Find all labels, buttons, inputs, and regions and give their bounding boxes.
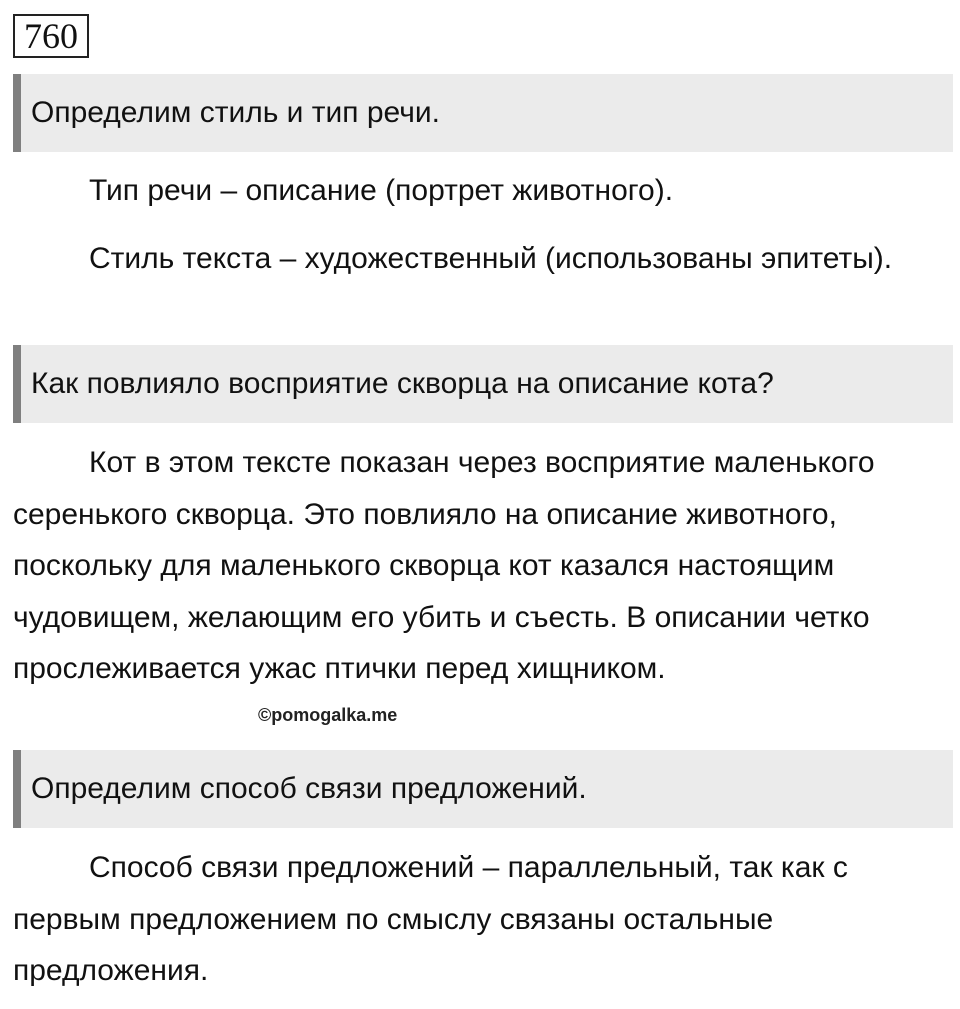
section-heading-text: Определим стиль и тип речи. [31,96,440,129]
task-number: 760 [13,14,89,58]
section-heading-text: Определим способ связи предложений. [31,772,587,805]
paragraph-speech-type: Тип речи – описание (портрет животного). [89,174,674,207]
paragraph-connection: Способ связи предложений – параллельный, так как с первым предложением по смыслу связаны остальные предложения. [13,851,848,987]
section-heading-text: Как повлияло восприятие скворца на описание кота? [31,367,774,400]
paragraph-perception: Кот в этом тексте показан через восприятие маленького серенького скворца. Это повлияло на описание животного, поскольку для маленького скворца кот казался настоящим чудовищем, желающим его убить и съесть. В описании четко прослеживается ужас птички перед хищником. [13,446,875,685]
paragraph-text-style: Стиль текста – художественный (использованы эпитеты). [89,242,893,275]
section-heading-perception [13,345,953,423]
watermark: ©pomogalka.me [258,705,398,725]
section-heading-style [13,74,953,152]
section-heading-connection [13,750,953,828]
